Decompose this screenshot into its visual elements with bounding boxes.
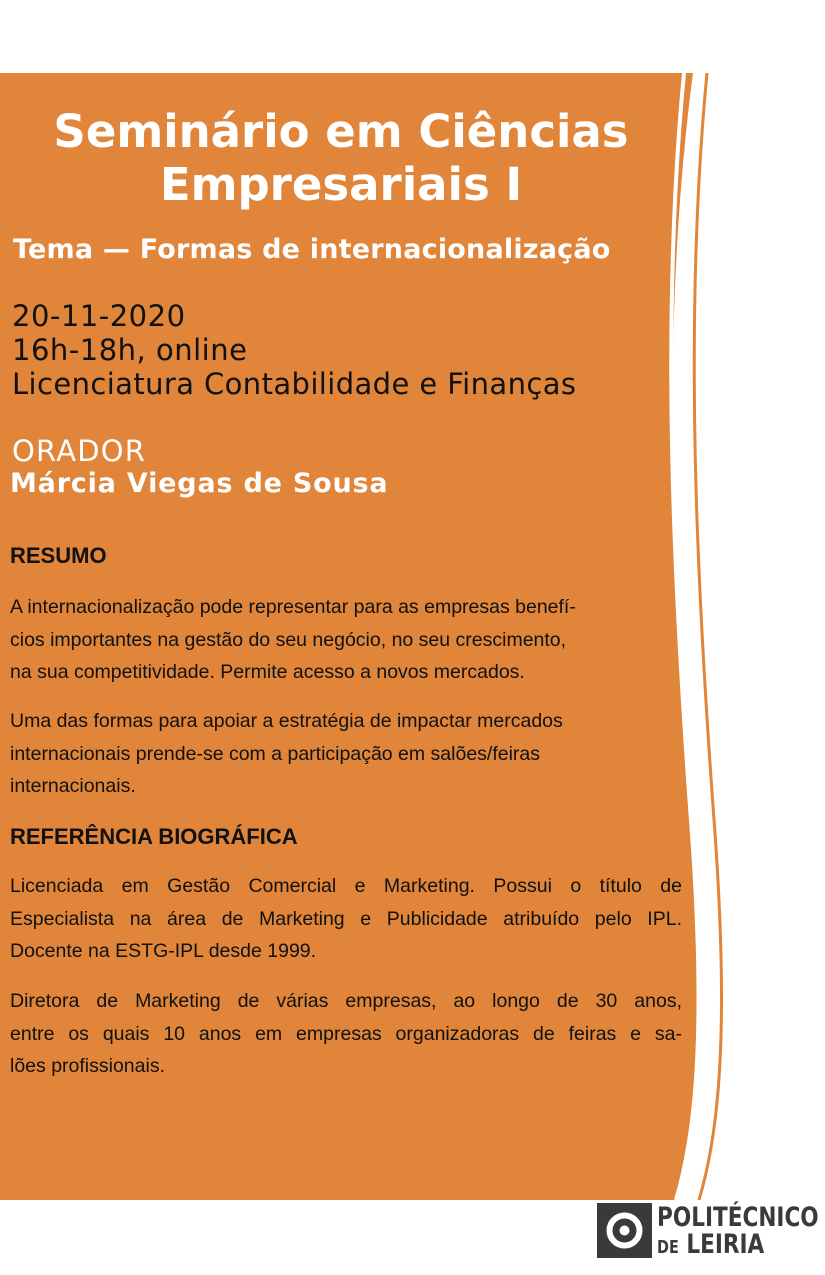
event-degree: Licenciatura Contabilidade e Finanças	[12, 367, 577, 401]
title-line-1: Seminário em Ciências	[53, 105, 629, 158]
text-line: Docente na ESTG-IPL desde 1999.	[10, 940, 317, 962]
logo-text-city: LEIRIA	[686, 1229, 765, 1260]
event-date: 20-11-2020	[12, 299, 186, 333]
text-line: internacionais prende-se com a participação em salões/feiras	[10, 742, 541, 765]
text-line: internacionais.	[10, 775, 136, 797]
poster	[0, 73, 825, 1200]
summary-paragraph-1	[10, 591, 682, 689]
text-line: Uma das formas para apoiar a estratégia de impactar mercados	[10, 710, 563, 732]
bio-paragraph-2	[10, 985, 682, 1083]
politecnico-leiria-logo	[597, 1203, 822, 1261]
speaker-label: ORADOR	[12, 434, 147, 468]
seminar-title	[0, 105, 682, 211]
text-line: A internacionalização pode representar para as empresas benefí-	[10, 596, 576, 618]
logo-text-leiria	[657, 1230, 764, 1263]
logo-circle-icon	[597, 1203, 652, 1258]
bio-heading: REFERÊNCIA BIOGRÁFICA	[10, 824, 298, 849]
seminar-theme: Tema — Formas de internacionalização	[13, 234, 611, 265]
event-time: 16h-18h, online	[12, 333, 248, 367]
text-line: cios importantes na gestão do seu negócio, no seu crescimento,	[10, 628, 567, 651]
text-line: Diretora de Marketing de várias empresas, ao longo de 30 anos,	[10, 990, 682, 1012]
logo-text-politecnico: POLITÉCNICO	[657, 1202, 819, 1233]
bio-paragraph-1	[10, 870, 682, 968]
logo-text-de: DE	[657, 1237, 679, 1258]
text-line: lões profissionais.	[10, 1055, 165, 1077]
text-line: entre os quais 10 anos em empresas organizadoras de feiras e sa-	[10, 1022, 682, 1045]
summary-paragraph-2	[10, 705, 682, 803]
summary-heading: RESUMO	[10, 543, 107, 568]
speaker-name: Márcia Viegas de Sousa	[10, 468, 389, 499]
text-line: Licenciada em Gestão Comercial e Marketing. Possui o título de	[10, 875, 682, 897]
title-line-2: Empresariais I	[159, 158, 523, 211]
logo-mark-icon	[597, 1203, 652, 1258]
text-line: na sua competitividade. Permite acesso a novos mercados.	[10, 661, 525, 683]
text-line: Especialista na área de Marketing e Publicidade atribuído pelo IPL.	[10, 907, 682, 930]
